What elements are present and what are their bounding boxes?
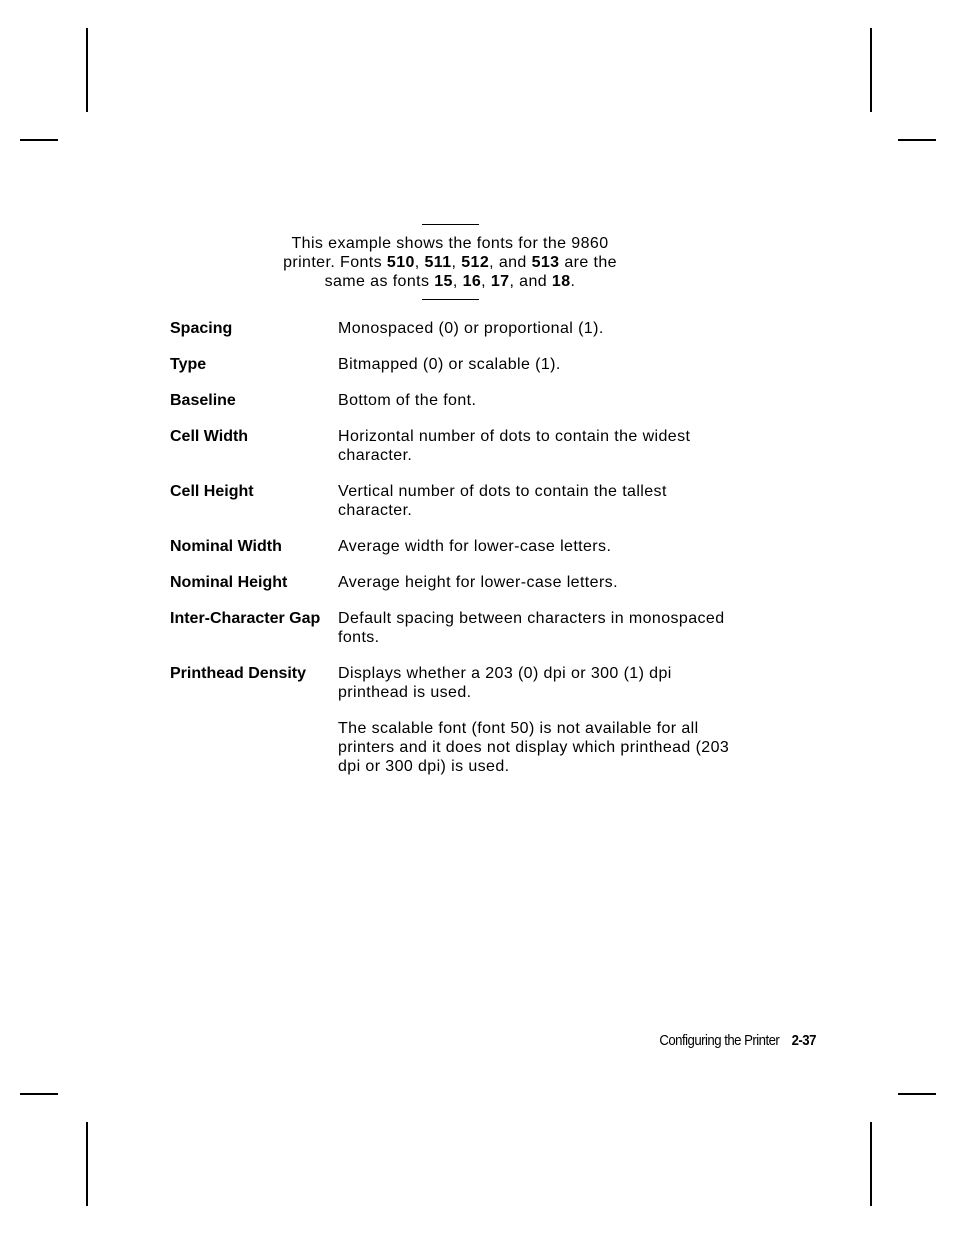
definition-term: Cell Width <box>170 428 249 445</box>
definition-description: Average width for lower-case letters. <box>338 538 612 555</box>
definition-term: Baseline <box>170 392 236 409</box>
note-line-1: This example shows the fonts for the 9860 <box>291 235 609 252</box>
definition-row-cell-width <box>170 427 730 465</box>
definition-term: Spacing <box>170 320 233 337</box>
definition-row-nominal-width <box>170 537 730 556</box>
definition-term: Cell Height <box>170 483 254 500</box>
definition-term: Printhead Density <box>170 665 307 682</box>
note-line-2: printer. Fonts 510, 511, 512, and 513 are the <box>283 254 617 271</box>
definition-row-inter-character-gap <box>170 609 730 647</box>
definition-description: Horizontal number of dots to contain the widest character. <box>338 428 691 464</box>
note-top-rule <box>422 224 479 225</box>
definition-description: Vertical number of dots to contain the tallest character. <box>338 483 667 519</box>
crop-mark-bottom-right-vertical <box>870 1122 872 1206</box>
definition-row-spacing <box>170 319 730 338</box>
definition-list <box>170 319 730 793</box>
crop-mark-top-right-horizontal <box>898 139 936 141</box>
definition-description: Default spacing between characters in monospaced fonts. <box>338 610 725 646</box>
definition-row-baseline <box>170 391 730 410</box>
crop-mark-top-right-vertical <box>870 28 872 112</box>
crop-mark-bottom-left-vertical <box>86 1122 88 1206</box>
definition-term: Nominal Height <box>170 574 288 591</box>
footer-page-number: 2-37 <box>791 1032 816 1049</box>
definition-description: Average height for lower-case letters. <box>338 574 618 591</box>
definition-description: Displays whether a 203 (0) dpi or 300 (1) dpi printhead is used. The scalable font (font 50) is not available for all printers and it does not display which printhead (203 dpi or 300 dpi) is used. <box>338 665 730 775</box>
definition-description: Bitmapped (0) or scalable (1). <box>338 356 561 373</box>
definition-row-nominal-height <box>170 573 730 592</box>
definition-row-type <box>170 355 730 374</box>
definition-term: Type <box>170 356 207 373</box>
crop-mark-top-left-horizontal <box>20 139 58 141</box>
definition-row-printhead-density <box>170 664 730 776</box>
page-footer <box>659 1032 816 1049</box>
definition-term: Inter-Character Gap <box>170 610 321 627</box>
crop-mark-bottom-right-horizontal <box>898 1093 936 1095</box>
definition-term: Nominal Width <box>170 538 282 555</box>
footer-section-title: Configuring the Printer <box>659 1032 780 1049</box>
note-bottom-rule <box>422 299 479 300</box>
note-block <box>200 224 700 300</box>
crop-mark-top-left-vertical <box>86 28 88 112</box>
crop-mark-bottom-left-horizontal <box>20 1093 58 1095</box>
definition-row-cell-height <box>170 482 730 520</box>
definition-description: Bottom of the font. <box>338 392 477 409</box>
note-line-3: same as fonts 15, 16, 17, and 18. <box>324 273 576 290</box>
definition-description: Monospaced (0) or proportional (1). <box>338 320 604 337</box>
